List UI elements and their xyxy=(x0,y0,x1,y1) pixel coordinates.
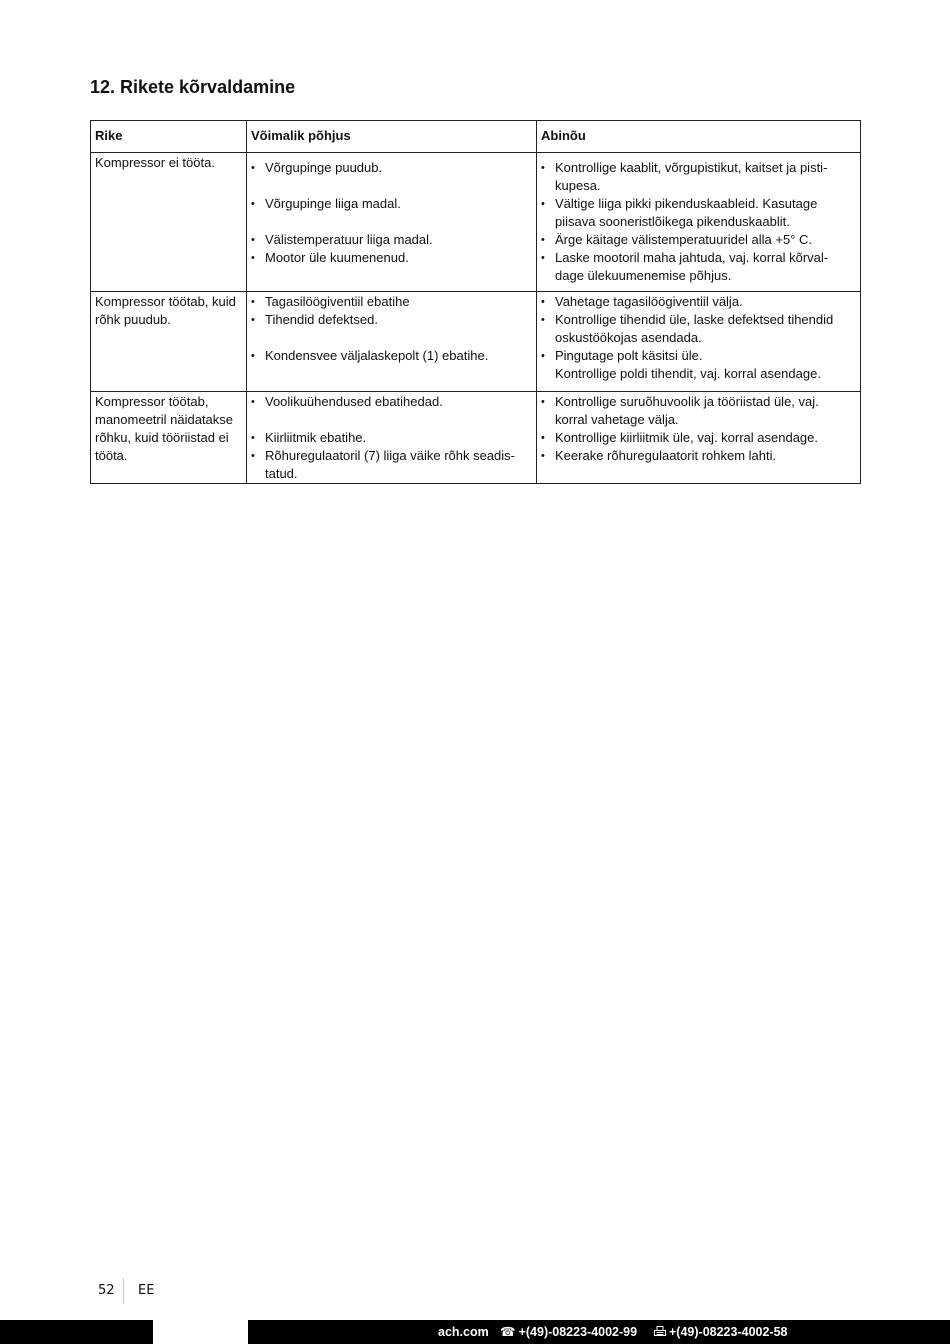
fault-text: Kompressor ei tööta. xyxy=(95,155,215,170)
header-cause: Võimalik põhjus xyxy=(247,121,537,153)
footer-divider xyxy=(123,1278,124,1304)
list-item: • Keerake rõhuregulaatorit rohkem lahti. xyxy=(541,447,856,465)
fault-cell xyxy=(91,292,247,392)
list-item: • Tagasilöögiventiil ebatihe xyxy=(251,293,532,311)
list-item: • Mootor üle kuumenenud. xyxy=(251,249,532,267)
language-code: EE xyxy=(138,1283,155,1298)
list-item-continued: korral vahetage välja. xyxy=(555,412,679,427)
list-item-continued: piisava sooneristlõikega pikenduskaablit. xyxy=(555,214,790,229)
table-row xyxy=(91,392,861,484)
list-item: • Ärge käitage välistemperatuuridel alla +5° C. xyxy=(541,231,856,249)
list-item: • Kontrollige suruõhuvoolik ja tööriistad üle, vaj. xyxy=(541,393,856,411)
list-item: • Tihendid defektsed. xyxy=(251,311,532,329)
remedy-cell xyxy=(537,392,861,484)
page-title: 12. Rikete kõrvaldamine xyxy=(90,77,296,97)
list-item: • Vältige liiga pikki pikenduskaableid. Kasutage xyxy=(541,195,856,213)
footer-contact-bar xyxy=(248,1320,950,1344)
cause-cell xyxy=(247,292,537,392)
list-item: • Välistemperatuur liiga madal. xyxy=(251,231,532,249)
table-row xyxy=(91,153,861,292)
header-remedy: Abinõu xyxy=(537,121,861,153)
list-item: • Võrgupinge puudub. xyxy=(251,159,532,177)
list-item: • Kontrollige kaablit, võrgupistikut, kaitset ja pisti- xyxy=(541,159,856,177)
fax-icon xyxy=(654,1325,666,1339)
page-number: 52 xyxy=(98,1283,115,1298)
list-item: • Voolikuühendused ebatihedad. xyxy=(251,393,532,411)
footer-bar-left xyxy=(0,1320,153,1344)
fault-text: Kompressor töötab, kuid rõhk puudub. xyxy=(95,294,236,327)
list-item: • Rõhuregulaatoril (7) liiga väike rõhk seadis- xyxy=(251,447,532,465)
list-item: • Kontrollige kiirliitmik üle, vaj. korral asendage. xyxy=(541,429,856,447)
list-item: • Pingutage polt käsitsi üle. xyxy=(541,347,856,365)
list-item: • Laske mootoril maha jahtuda, vaj. korral kõrval- xyxy=(541,249,856,267)
website-text: ach.com xyxy=(438,1325,489,1339)
list-item-continued: oskustöökojas asendada. xyxy=(555,330,702,345)
fault-cell xyxy=(91,392,247,484)
list-item: • Kiirliitmik ebatihe. xyxy=(251,429,532,447)
list-item: • Kondensvee väljalaskepolt (1) ebatihe. xyxy=(251,347,532,365)
fault-text: Kompressor töötab, manomeetril näidatakse rõhku, kuid tööriistad ei tööta. xyxy=(95,394,234,463)
remedy-cell xyxy=(537,292,861,392)
list-item: • Võrgupinge liiga madal. xyxy=(251,195,532,213)
header-fault: Rike xyxy=(91,121,247,153)
phone-number: +(49)-08223-4002-99 xyxy=(518,1325,638,1339)
phone-icon: ☎ xyxy=(500,1325,516,1339)
list-item: • Vahetage tagasilöögiventiil välja. xyxy=(541,293,856,311)
cause-cell xyxy=(247,153,537,292)
troubleshooting-table xyxy=(90,120,861,484)
fault-cell xyxy=(91,153,247,292)
table-row xyxy=(91,292,861,392)
list-item-continued: tatud. xyxy=(265,466,298,481)
list-item: • Kontrollige tihendid üle, laske defektsed tihendid xyxy=(541,311,856,329)
list-item-continued: dage ülekuumenemise põhjus. xyxy=(555,268,732,283)
list-item-continued: Kontrollige poldi tihendit, vaj. korral asendage. xyxy=(555,366,821,381)
cause-cell xyxy=(247,392,537,484)
remedy-cell xyxy=(537,153,861,292)
list-item-continued: kupesa. xyxy=(555,178,601,193)
fax-contact xyxy=(654,1320,788,1344)
table-header-row xyxy=(91,121,861,153)
fax-number: +(49)-08223-4002-58 xyxy=(669,1325,788,1339)
phone-contact xyxy=(500,1320,637,1344)
